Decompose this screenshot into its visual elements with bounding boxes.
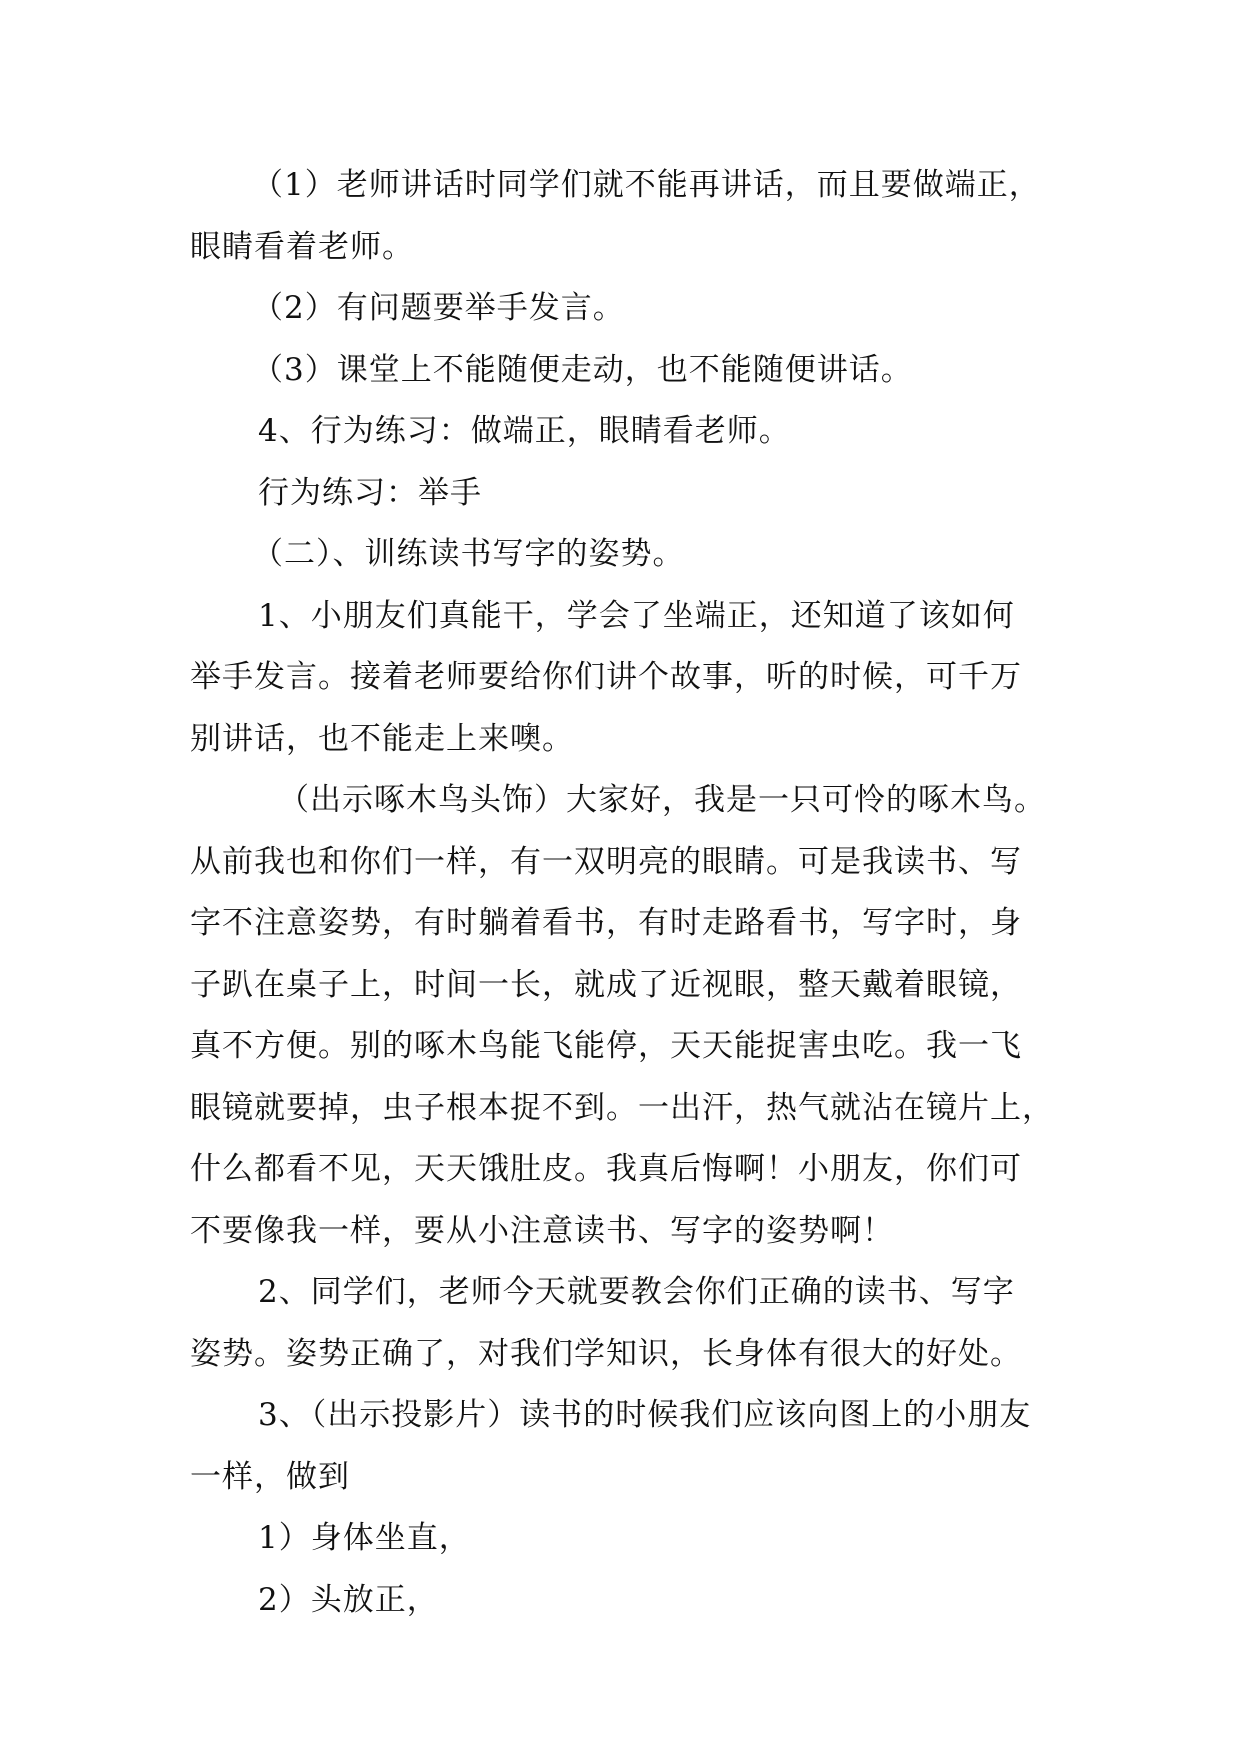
- paragraph-line: 姿势。姿势正确了，对我们学知识，长身体有很大的好处。: [190, 1335, 1022, 1372]
- list-item: 2）头放正，: [258, 1581, 439, 1618]
- paragraph-line: 一样，做到: [190, 1458, 350, 1495]
- section-heading: （二）、训练读书写字的姿势。: [252, 536, 685, 572]
- paragraph-line: 从前我也和你们一样，有一双明亮的眼睛。可是我读书、写: [190, 843, 1022, 880]
- paragraph-line: （1）老师讲话时同学们就不能再讲话，而且要做端正，: [252, 167, 1041, 203]
- paragraph-line: （出示啄木鸟头饰）大家好，我是一只可怜的啄木鸟。: [278, 782, 1046, 818]
- paragraph-line: 1、小朋友们真能干，学会了坐端正，还知道了该如何: [258, 597, 1015, 634]
- paragraph-line: （3）课堂上不能随便走动，也不能随便讲话。: [252, 351, 913, 388]
- paragraph-line: 3、（出示投影片）读书的时候我们应该向图上的小朋友: [258, 1397, 1032, 1433]
- paragraph-line: 子趴在桌子上，时间一长，就成了近视眼，整天戴着眼镜，: [190, 966, 1022, 1003]
- paragraph-line: 什么都看不见，天天饿肚皮。我真后悔啊！小朋友，你们可: [190, 1151, 1022, 1187]
- paragraph-line: 别讲话，也不能走上来噢。: [190, 720, 574, 757]
- document-body: [190, 155, 1070, 1631]
- paragraph-line: （2）有问题要举手发言。: [252, 290, 625, 326]
- paragraph-line: 眼睛看着老师。: [190, 228, 414, 265]
- paragraph-line: 真不方便。别的啄木鸟能飞能停，天天能捉害虫吃。我一飞: [190, 1028, 1022, 1064]
- paragraph-line: 行为练习：举手: [258, 474, 482, 511]
- paragraph-line: 4、行为练习：做端正，眼睛看老师。: [258, 413, 791, 449]
- paragraph-line: 字不注意姿势，有时躺着看书，有时走路看书，写字时，身: [190, 905, 1022, 941]
- paragraph-line: 举手发言。接着老师要给你们讲个故事，听的时候，可千万: [190, 659, 1022, 695]
- paragraph-line: 眼镜就要掉，虫子根本捉不到。一出汗，热气就沾在镜片上，: [190, 1089, 1054, 1126]
- list-item: 1）身体坐直，: [258, 1520, 471, 1556]
- paragraph-line: 不要像我一样，要从小注意读书、写字的姿势啊！: [190, 1212, 894, 1249]
- paragraph-line: 2、同学们，老师今天就要教会你们正确的读书、写字: [258, 1274, 1015, 1310]
